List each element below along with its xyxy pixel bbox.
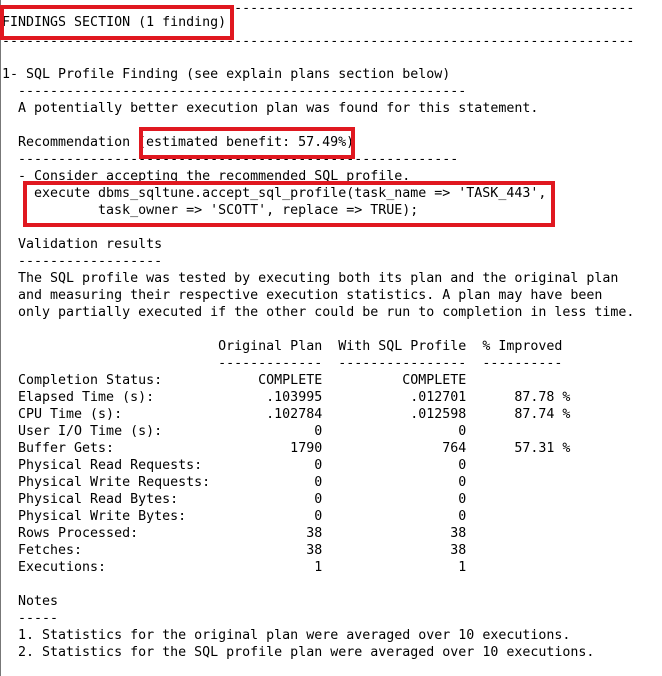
findings-header: FINDINGS SECTION (1 finding) xyxy=(2,15,227,30)
estimated-benefit: estimated benefit: 57.49%) xyxy=(146,135,355,150)
stats-row: CPU Time (s): .102784 .012598 87.74 % xyxy=(18,407,571,422)
highlight-box-execute-command xyxy=(23,181,555,227)
stats-row: User I/O Time (s): 0 0 xyxy=(18,424,467,439)
note-2: 2. Statistics for the SQL profile plan were averaged over 10 executions. xyxy=(18,645,595,660)
validation-paragraph-line-2: and measuring their respective execution statistics. A plan may have been xyxy=(18,288,603,303)
stats-row: Elapsed Time (s): .103995 .012701 87.78 % xyxy=(18,390,571,405)
separator-rule-top: ------------------------------------------------------------------------------- xyxy=(2,1,635,16)
stats-table-header-rule: ------------- ---------------- ---------- xyxy=(18,356,563,371)
finding-title: 1- SQL Profile Finding (see explain plans section below) xyxy=(2,67,451,82)
finding-title-rule: -------------------------------------------------------- xyxy=(18,84,467,99)
consider-text: - Consider accepting the recommended SQL profile. xyxy=(18,169,411,184)
separator-rule-bottom: ------------------------------------------------------------------------------- xyxy=(2,34,635,49)
stats-row: Physical Read Requests: 0 0 xyxy=(18,458,467,473)
recommendation-open-paren: ( xyxy=(138,135,147,150)
stats-row: Physical Write Bytes: 0 0 xyxy=(18,509,467,524)
highlight-box-findings-header xyxy=(0,5,234,40)
stats-row: Executions: 1 1 xyxy=(18,560,467,575)
left-border xyxy=(0,0,1,676)
stats-row: Physical Read Bytes: 0 0 xyxy=(18,492,467,507)
recommendation-label: Recommendation xyxy=(18,135,131,150)
validation-paragraph-line-1: The SQL profile was tested by executing both its plan and the original plan xyxy=(18,271,619,286)
stats-row: Rows Processed: 38 38 xyxy=(18,526,467,541)
finding-description: A potentially better execution plan was found for this statement. xyxy=(18,101,539,116)
notes-title: Notes xyxy=(18,594,59,609)
stats-row: Buffer Gets: 1790 764 57.31 % xyxy=(18,441,571,456)
execute-command-line-1: execute dbms_sqltune.accept_sql_profile(task_name => 'TASK_443', xyxy=(34,186,547,201)
stats-row: Completion Status: COMPLETE COMPLETE xyxy=(18,373,467,388)
stats-row: Physical Write Requests: 0 0 xyxy=(18,475,467,490)
execute-command-line-2: task_owner => 'SCOTT', replace => TRUE); xyxy=(34,203,419,218)
validation-rule: ------------------ xyxy=(18,254,163,269)
stats-table-header: Original Plan With SQL Profile % Improved xyxy=(18,339,563,354)
highlight-box-estimated-benefit xyxy=(139,127,355,159)
stats-row: Fetches: 38 38 xyxy=(18,543,467,558)
notes-rule: ----- xyxy=(18,611,59,626)
validation-paragraph-line-3: only partially executed if the other could be run to completion in less time. xyxy=(18,305,635,320)
validation-title: Validation results xyxy=(18,237,163,252)
note-1: 1. Statistics for the original plan were averaged over 10 executions. xyxy=(18,628,571,643)
recommendation-rule: ------------------------------------------------------- xyxy=(18,152,459,167)
